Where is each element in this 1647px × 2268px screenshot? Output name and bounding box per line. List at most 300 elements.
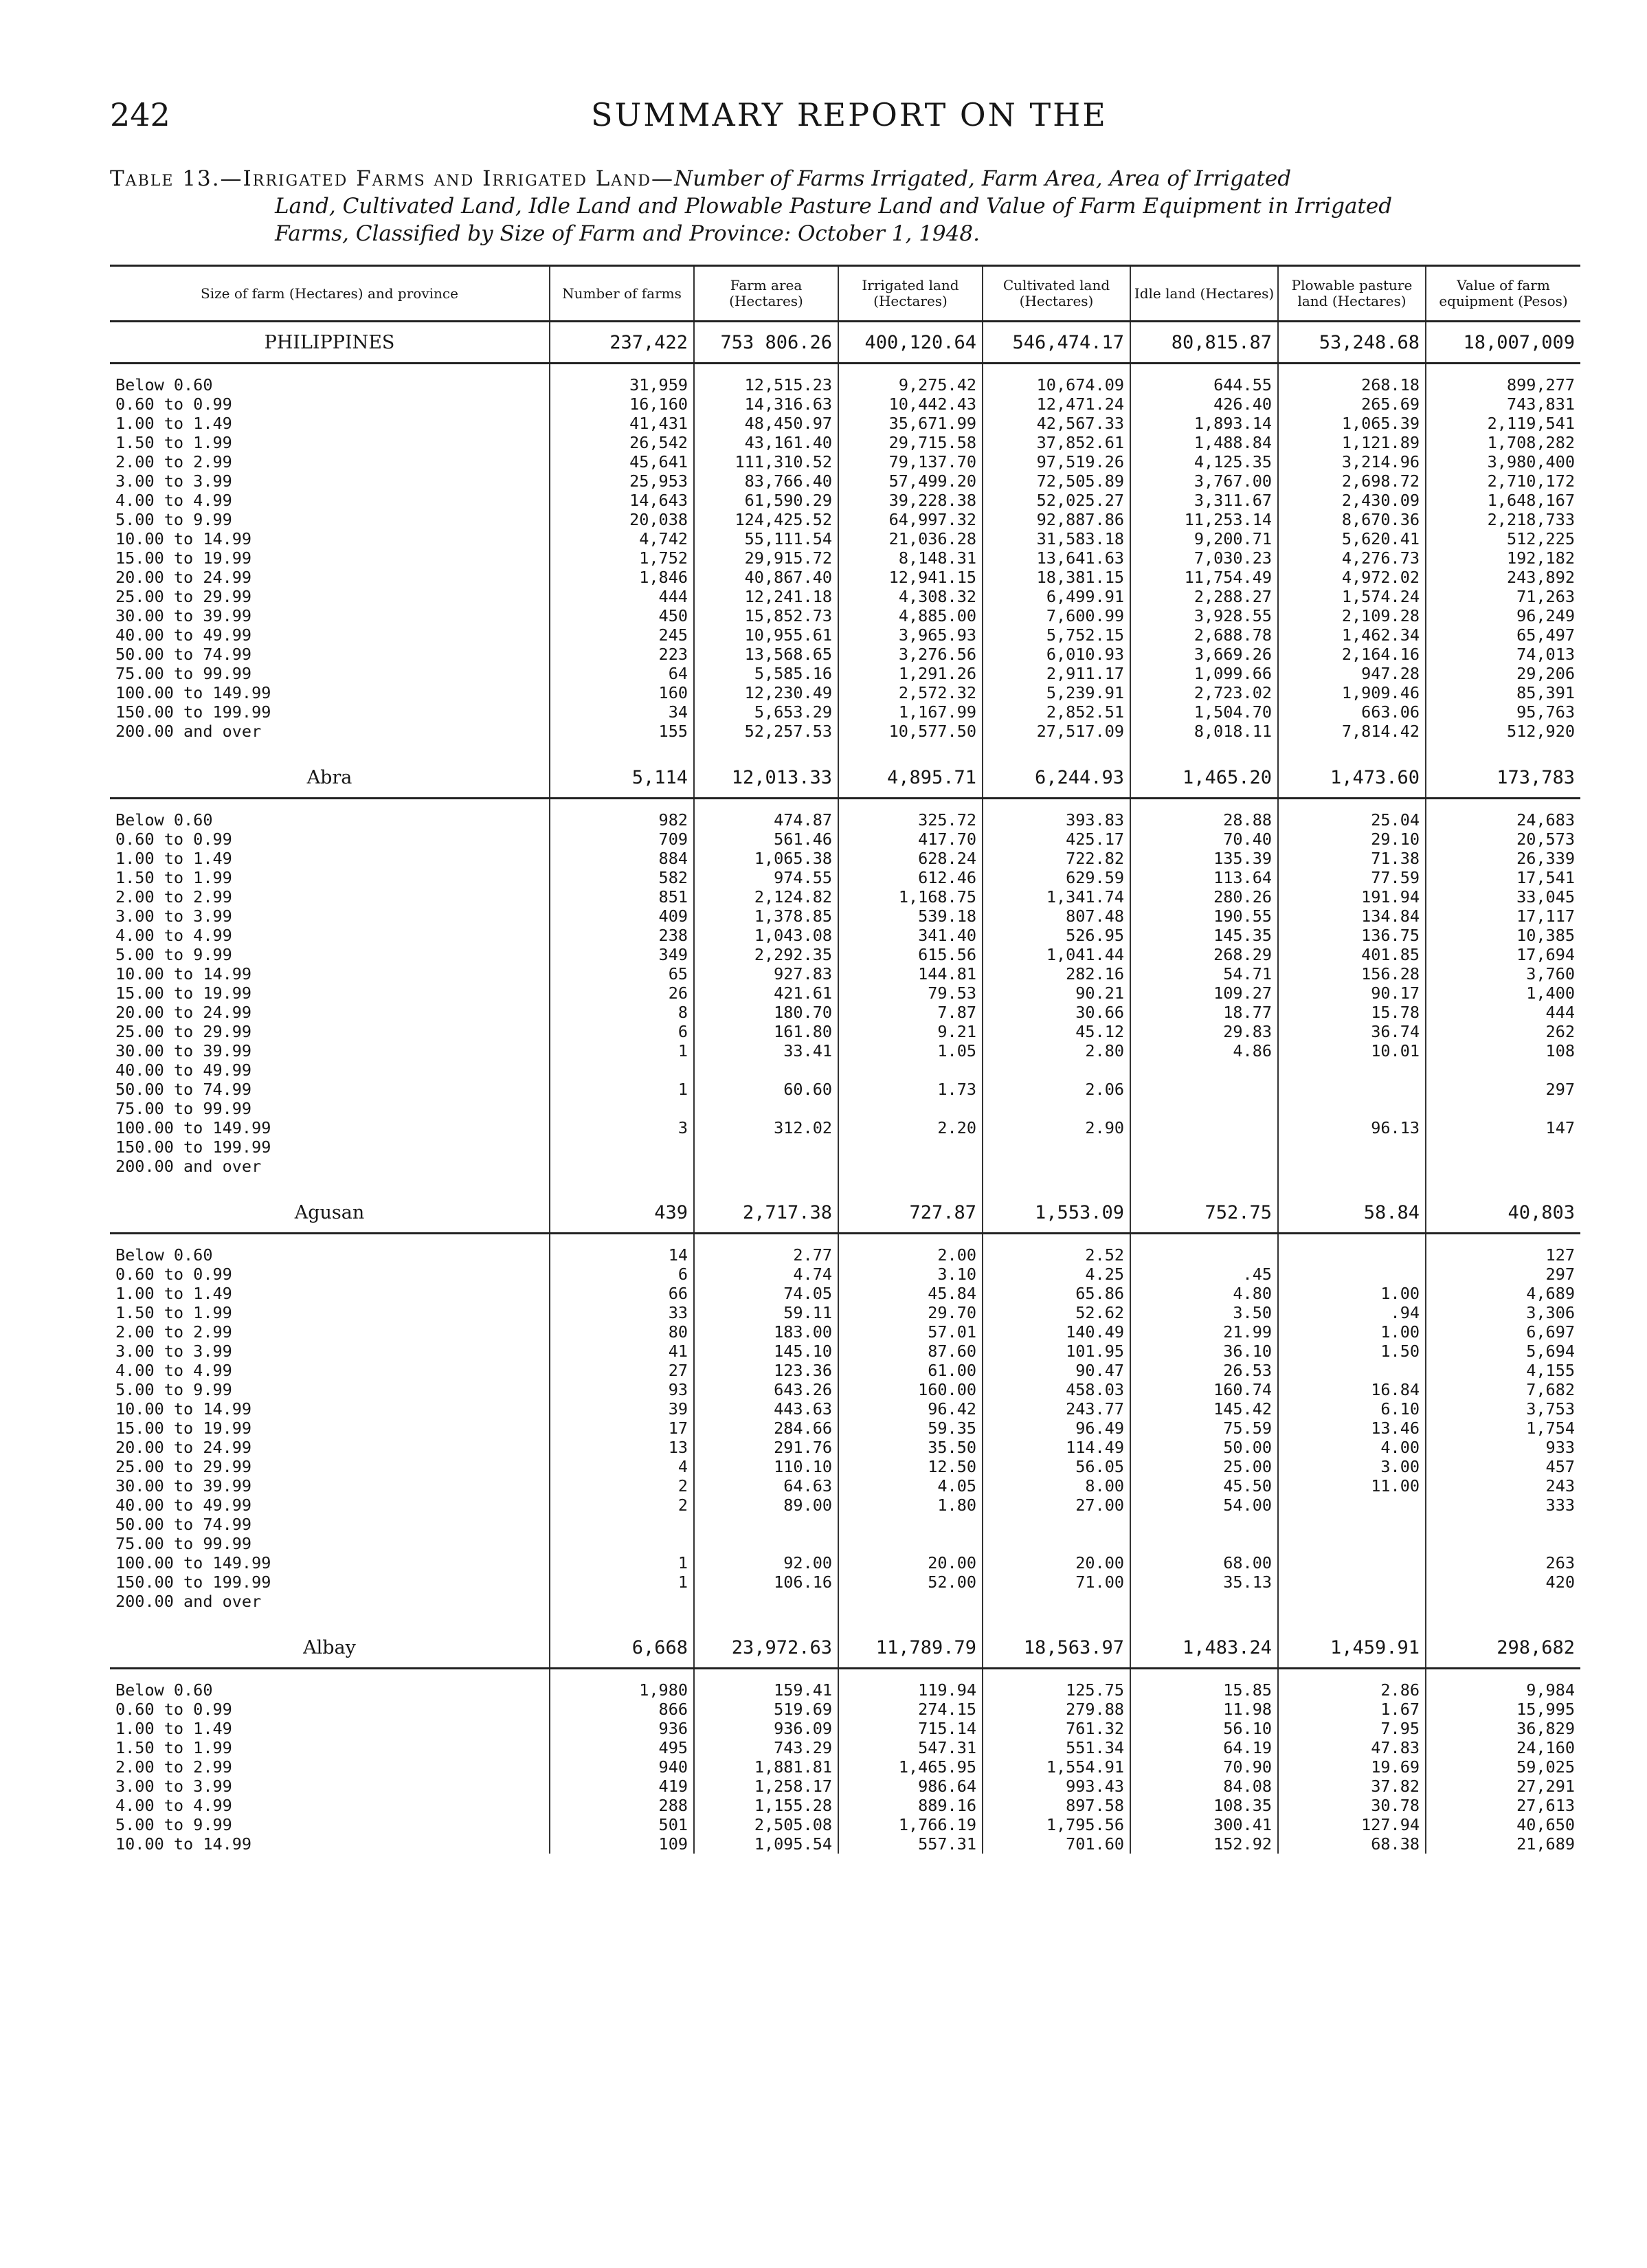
cell-value (983, 1515, 1130, 1534)
cell-value: 1,574.24 (1278, 587, 1426, 606)
cell-value: 33 (550, 1303, 694, 1322)
table-row (110, 1476, 1580, 1496)
cell-value: 90.17 (1278, 983, 1426, 1003)
cell-value: 1,881.81 (694, 1757, 838, 1777)
row-label: 1.50 to 1.99 (115, 433, 232, 452)
cell-value: 974.55 (694, 868, 838, 887)
cell-value: 9.21 (838, 1022, 983, 1041)
cell-value: 3,980,400 (1426, 452, 1580, 471)
table-caption (110, 165, 1580, 247)
cell-value: 417.70 (838, 830, 983, 849)
cell-value: 899,277 (1426, 375, 1580, 394)
cell-value: 2,911.17 (983, 664, 1130, 683)
cell-value: 701.60 (983, 1834, 1130, 1854)
cell-value: 33.41 (694, 1041, 838, 1060)
cell-value: 268.18 (1278, 375, 1426, 394)
cell-value (694, 364, 838, 376)
cell-value (983, 364, 1130, 376)
row-label: 15.00 to 19.99 (115, 548, 252, 568)
cell-value: 2,852.51 (983, 702, 1130, 722)
cell-value: 25,953 (550, 471, 694, 491)
table-row (110, 1738, 1580, 1757)
table-label: Table 13.—Irrigated Farms and Irrigated Land— (110, 166, 675, 191)
cell-value: 71.00 (983, 1572, 1130, 1592)
cell-value: 933 (1426, 1438, 1580, 1457)
cell-value: 47.83 (1278, 1738, 1426, 1757)
row-label: 2.00 to 2.99 (115, 452, 232, 471)
cell-value: 421.61 (694, 983, 838, 1003)
cell-value: 14,316.63 (694, 394, 838, 414)
cell-value (1426, 364, 1580, 376)
row-label: 3.00 to 3.99 (115, 907, 232, 926)
cell-value: 3,760 (1426, 964, 1580, 983)
cell-value: 147 (1426, 1118, 1580, 1137)
cell-value (1278, 1592, 1426, 1611)
cell-value (1426, 1534, 1580, 1553)
cell-value: 1,488.84 (1130, 433, 1278, 452)
total-value: 1,483.24 (1130, 1627, 1278, 1669)
cell-value: 393.83 (983, 810, 1130, 830)
spacer-row (110, 1669, 1580, 1681)
cell-value: 30.78 (1278, 1796, 1426, 1815)
cell-value: 40,867.40 (694, 568, 838, 587)
cell-value: 743.29 (694, 1738, 838, 1757)
cell-value (838, 1099, 983, 1118)
cell-value: 29,915.72 (694, 548, 838, 568)
total-value: 5,114 (550, 757, 694, 799)
cell-value (1130, 1060, 1278, 1080)
cell-value (1278, 1534, 1426, 1553)
total-value: 1,553.09 (983, 1192, 1130, 1234)
row-label: 50.00 to 74.99 (115, 1515, 252, 1534)
table-row (110, 830, 1580, 849)
table-row (110, 1022, 1580, 1041)
cell-value (694, 799, 838, 811)
table-row (110, 1680, 1580, 1700)
cell-value: 41 (550, 1342, 694, 1361)
row-label: 150.00 to 199.99 (115, 1572, 271, 1592)
cell-value: 1,465.95 (838, 1757, 983, 1777)
cell-value: 457 (1426, 1457, 1580, 1476)
cell-value: 1,291.26 (838, 664, 983, 683)
cell-value: 238 (550, 926, 694, 945)
cell-value: 291.76 (694, 1438, 838, 1457)
table-row (110, 1777, 1580, 1796)
cell-value: 1,980 (550, 1680, 694, 1700)
cell-value (550, 1515, 694, 1534)
row-label: 75.00 to 99.99 (115, 1099, 252, 1118)
cell-value: 16.84 (1278, 1380, 1426, 1399)
cell-value: 722.82 (983, 849, 1130, 868)
cell-value (1278, 1245, 1426, 1265)
cell-value: 17,541 (1426, 868, 1580, 887)
cell-value: 5,694 (1426, 1342, 1580, 1361)
table-row (110, 548, 1580, 568)
cell-value: 2,723.02 (1130, 683, 1278, 702)
cell-value: 68.38 (1278, 1834, 1426, 1854)
cell-value: 1,504.70 (1130, 702, 1278, 722)
cell-value: 282.16 (983, 964, 1130, 983)
cell-value: 443.63 (694, 1399, 838, 1419)
cell-value: 71.38 (1278, 849, 1426, 868)
cell-value: 3,214.96 (1278, 452, 1426, 471)
irrigated-farms-table (110, 265, 1580, 1854)
row-label: 1.00 to 1.49 (115, 1719, 232, 1738)
cell-value: 27,291 (1426, 1777, 1580, 1796)
cell-value: 64.19 (1130, 1738, 1278, 1757)
cell-value: 2,292.35 (694, 945, 838, 964)
table-body (110, 322, 1580, 1854)
cell-value (550, 1592, 694, 1611)
cell-value: 183.00 (694, 1322, 838, 1342)
cell-value: 8,148.31 (838, 548, 983, 568)
table-row (110, 625, 1580, 645)
cell-value: 145.10 (694, 1342, 838, 1361)
spacer-row (110, 799, 1580, 811)
cell-value: 4,689 (1426, 1284, 1580, 1303)
cell-value (983, 1669, 1130, 1681)
cell-value: 1,462.34 (1278, 625, 1426, 645)
cell-value: 7,030.23 (1130, 548, 1278, 568)
cell-value: 512,920 (1426, 722, 1580, 741)
cell-value (1426, 1137, 1580, 1157)
cell-value: 33,045 (1426, 887, 1580, 907)
cell-value: 140.49 (983, 1322, 1130, 1342)
cell-value: 5,752.15 (983, 625, 1130, 645)
cell-value: 59.11 (694, 1303, 838, 1322)
cell-value: 268.29 (1130, 945, 1278, 964)
cell-value: 111,310.52 (694, 452, 838, 471)
cell-value: 136.75 (1278, 926, 1426, 945)
cell-value: 262 (1426, 1022, 1580, 1041)
cell-value: 2,505.08 (694, 1815, 838, 1834)
cell-value: 80 (550, 1322, 694, 1342)
cell-value (1426, 1157, 1580, 1176)
cell-value: 24,683 (1426, 810, 1580, 830)
cell-value (838, 1515, 983, 1534)
row-label (110, 799, 550, 811)
cell-value: 15.78 (1278, 1003, 1426, 1022)
row-label: 100.00 to 149.99 (115, 683, 271, 702)
cell-value: 39 (550, 1399, 694, 1419)
cell-value: 28.88 (1130, 810, 1278, 830)
cell-value: 192,182 (1426, 548, 1580, 568)
cell-value: 807.48 (983, 907, 1130, 926)
cell-value: 6,697 (1426, 1322, 1580, 1342)
table-row (110, 587, 1580, 606)
cell-value: 45.50 (1130, 1476, 1278, 1496)
cell-value: 458.03 (983, 1380, 1130, 1399)
row-label: 200.00 and over (115, 722, 262, 741)
cell-value: 45.84 (838, 1284, 983, 1303)
cell-value: 9,275.42 (838, 375, 983, 394)
cell-value (694, 1137, 838, 1157)
cell-value: 1,168.75 (838, 887, 983, 907)
cell-value: 20,573 (1426, 830, 1580, 849)
cell-value: 180.70 (694, 1003, 838, 1022)
cell-value: 21,689 (1426, 1834, 1580, 1854)
cell-value (1278, 1515, 1426, 1534)
cell-value (550, 1099, 694, 1118)
row-label: 20.00 to 24.99 (115, 568, 252, 587)
cell-value: 628.24 (838, 849, 983, 868)
cell-value (1130, 1118, 1278, 1137)
cell-value: 947.28 (1278, 664, 1426, 683)
cell-value: 190.55 (1130, 907, 1278, 926)
cell-value (1278, 1157, 1426, 1176)
cell-value: 75.59 (1130, 1419, 1278, 1438)
row-label: 10.00 to 14.99 (115, 1399, 252, 1419)
cell-value: 59,025 (1426, 1757, 1580, 1777)
cell-value: 4,155 (1426, 1361, 1580, 1380)
cell-value (694, 1234, 838, 1246)
cell-value: 1.00 (1278, 1322, 1426, 1342)
table-row (110, 849, 1580, 868)
cell-value: 96.49 (983, 1419, 1130, 1438)
cell-value (1130, 1157, 1278, 1176)
cell-value (1278, 1265, 1426, 1284)
row-label: 75.00 to 99.99 (115, 664, 252, 683)
cell-value (1278, 1553, 1426, 1572)
page-header (110, 96, 1580, 137)
table-row (110, 1534, 1580, 1553)
cell-value: 866 (550, 1700, 694, 1719)
cell-value: 4.25 (983, 1265, 1130, 1284)
cell-value: 2,119,541 (1426, 414, 1580, 433)
cell-value: 10,674.09 (983, 375, 1130, 394)
caption-line-3: Farms, Classified by Size of Farm and Province: October 1, 1948. (275, 221, 980, 246)
cell-value: 2,124.82 (694, 887, 838, 907)
cell-value (694, 1060, 838, 1080)
cell-value: 64 (550, 664, 694, 683)
cell-value: 1,043.08 (694, 926, 838, 945)
table-row (110, 1457, 1580, 1476)
cell-value (550, 1137, 694, 1157)
total-value: 439 (550, 1192, 694, 1234)
cell-value: 54.00 (1130, 1496, 1278, 1515)
total-value: 400,120.64 (838, 322, 983, 364)
cell-value: 245 (550, 625, 694, 645)
cell-value (983, 1157, 1130, 1176)
cell-value (1130, 1515, 1278, 1534)
cell-value: 21.99 (1130, 1322, 1278, 1342)
cell-value: 70.40 (1130, 830, 1278, 849)
cell-value: 56.05 (983, 1457, 1130, 1476)
cell-value: 26,339 (1426, 849, 1580, 868)
row-label: 10.00 to 14.99 (115, 529, 252, 548)
total-value: 40,803 (1426, 1192, 1580, 1234)
row-label: Below 0.60 (115, 375, 213, 394)
cell-value: 35.13 (1130, 1572, 1278, 1592)
cell-value: 35,671.99 (838, 414, 983, 433)
cell-value: 70.90 (1130, 1757, 1278, 1777)
cell-value: 2.00 (838, 1245, 983, 1265)
cell-value: 14 (550, 1245, 694, 1265)
table-row (110, 1322, 1580, 1342)
cell-value: 615.56 (838, 945, 983, 964)
cell-value: 87.60 (838, 1342, 983, 1361)
cell-value: 12.50 (838, 1457, 983, 1476)
row-label: 5.00 to 9.99 (115, 510, 232, 529)
cell-value: 61,590.29 (694, 491, 838, 510)
cell-value (694, 1176, 838, 1192)
table-row (110, 1118, 1580, 1137)
cell-value: 1.80 (838, 1496, 983, 1515)
cell-value: 5,620.41 (1278, 529, 1426, 548)
column-header: Size of farm (Hectares) and province (110, 266, 550, 322)
table-row (110, 1572, 1580, 1592)
cell-value (1130, 1534, 1278, 1553)
cell-value (1426, 1592, 1580, 1611)
table-row (110, 1060, 1580, 1080)
total-value: 1,473.60 (1278, 757, 1426, 799)
spacer-row (110, 1234, 1580, 1246)
cell-value: 265.69 (1278, 394, 1426, 414)
row-label: 3.00 to 3.99 (115, 1342, 232, 1361)
cell-value: 927.83 (694, 964, 838, 983)
cell-value: 4,972.02 (1278, 568, 1426, 587)
cell-value: 3,306 (1426, 1303, 1580, 1322)
cell-value: 17,117 (1426, 907, 1580, 926)
cell-value: 1.73 (838, 1080, 983, 1099)
page-number: 242 (110, 96, 170, 133)
cell-value: 4,742 (550, 529, 694, 548)
cell-value: 1,754 (1426, 1419, 1580, 1438)
cell-value: 43,161.40 (694, 433, 838, 452)
cell-value: 145.42 (1130, 1399, 1278, 1419)
cell-value (838, 364, 983, 376)
row-label: 40.00 to 49.99 (115, 1496, 252, 1515)
cell-value: 4,125.35 (1130, 452, 1278, 471)
cell-value (983, 1060, 1130, 1080)
table-row (110, 1553, 1580, 1572)
cell-value: 40,650 (1426, 1815, 1580, 1834)
row-label: 1.50 to 1.99 (115, 1303, 232, 1322)
cell-value (1278, 364, 1426, 376)
cell-value: 582 (550, 868, 694, 887)
table-row (110, 1515, 1580, 1534)
cell-value: 39,228.38 (838, 491, 983, 510)
cell-value: 1,341.74 (983, 887, 1130, 907)
row-label (110, 364, 550, 376)
cell-value: 12,515.23 (694, 375, 838, 394)
table-row (110, 1815, 1580, 1834)
total-value: 6,244.93 (983, 757, 1130, 799)
cell-value: 19.69 (1278, 1757, 1426, 1777)
cell-value (1426, 1611, 1580, 1627)
cell-value: 108.35 (1130, 1796, 1278, 1815)
row-label: 100.00 to 149.99 (115, 1553, 271, 1572)
cell-value: 10.01 (1278, 1041, 1426, 1060)
cell-value: 1 (550, 1553, 694, 1572)
cell-value (1130, 799, 1278, 811)
cell-value: 2 (550, 1496, 694, 1515)
cell-value: 13,641.63 (983, 548, 1130, 568)
cell-value (550, 1176, 694, 1192)
cell-value: 20,038 (550, 510, 694, 529)
cell-value: 519.69 (694, 1700, 838, 1719)
cell-value: 12,941.15 (838, 568, 983, 587)
cell-value: 18.77 (1130, 1003, 1278, 1022)
row-label: 0.60 to 0.99 (115, 1700, 232, 1719)
row-label: 100.00 to 149.99 (115, 1118, 271, 1137)
cell-value (550, 364, 694, 376)
cell-value: 1,795.56 (983, 1815, 1130, 1834)
cell-value: 3,753 (1426, 1399, 1580, 1419)
table-row (110, 433, 1580, 452)
cell-value: 65,497 (1426, 625, 1580, 645)
cell-value (1278, 1496, 1426, 1515)
cell-value (983, 1534, 1130, 1553)
table-row (110, 375, 1580, 394)
column-header: Irrigated land (Hectares) (838, 266, 983, 322)
row-label: 30.00 to 39.99 (115, 1476, 252, 1496)
table-row (110, 926, 1580, 945)
cell-value: 11,253.14 (1130, 510, 1278, 529)
caption-line-2: Land, Cultivated Land, Idle Land and Plowable Pasture Land and Value of Farm Equipment in Irrigated (275, 194, 1393, 219)
row-label (110, 1669, 550, 1681)
row-label: 3.00 to 3.99 (115, 1777, 232, 1796)
cell-value: 96.13 (1278, 1118, 1426, 1137)
cell-value: 512,225 (1426, 529, 1580, 548)
cell-value: 851 (550, 887, 694, 907)
row-label: 1.50 to 1.99 (115, 1738, 232, 1757)
cell-value: 144.81 (838, 964, 983, 983)
cell-value: 2,710,172 (1426, 471, 1580, 491)
cell-value: 52,025.27 (983, 491, 1130, 510)
cell-value: 884 (550, 849, 694, 868)
table-row (110, 702, 1580, 722)
cell-value: 27.00 (983, 1496, 1130, 1515)
cell-value: 93 (550, 1380, 694, 1399)
cell-value: 4 (550, 1457, 694, 1476)
cell-value: 96.42 (838, 1399, 983, 1419)
cell-value: 629.59 (983, 868, 1130, 887)
table-row (110, 1757, 1580, 1777)
cell-value: 89.00 (694, 1496, 838, 1515)
total-value: 1,465.20 (1130, 757, 1278, 799)
cell-value: 1,378.85 (694, 907, 838, 926)
row-label: 3.00 to 3.99 (115, 471, 232, 491)
row-label (110, 741, 550, 757)
table-row (110, 683, 1580, 702)
cell-value: 52.62 (983, 1303, 1130, 1322)
table-row (110, 1342, 1580, 1361)
cell-value (1426, 799, 1580, 811)
cell-value: 7.87 (838, 1003, 983, 1022)
spacer-row (110, 1611, 1580, 1627)
cell-value: 889.16 (838, 1796, 983, 1815)
cell-value: 109 (550, 1834, 694, 1854)
cell-value: 644.55 (1130, 375, 1278, 394)
cell-value (1278, 741, 1426, 757)
cell-value: 3 (550, 1118, 694, 1137)
total-value: 1,459.91 (1278, 1627, 1426, 1669)
cell-value: 52,257.53 (694, 722, 838, 741)
cell-value: 3,311.67 (1130, 491, 1278, 510)
cell-value: 36.74 (1278, 1022, 1426, 1041)
cell-value: 29.83 (1130, 1022, 1278, 1041)
cell-value: 1,766.19 (838, 1815, 983, 1834)
row-label: 5.00 to 9.99 (115, 1815, 232, 1834)
cell-value: 97,519.26 (983, 452, 1130, 471)
cell-value (550, 1669, 694, 1681)
cell-value (1278, 1176, 1426, 1192)
cell-value (694, 1515, 838, 1534)
cell-value (1426, 741, 1580, 757)
cell-value: 9,200.71 (1130, 529, 1278, 548)
row-label: 1.00 to 1.49 (115, 414, 232, 433)
